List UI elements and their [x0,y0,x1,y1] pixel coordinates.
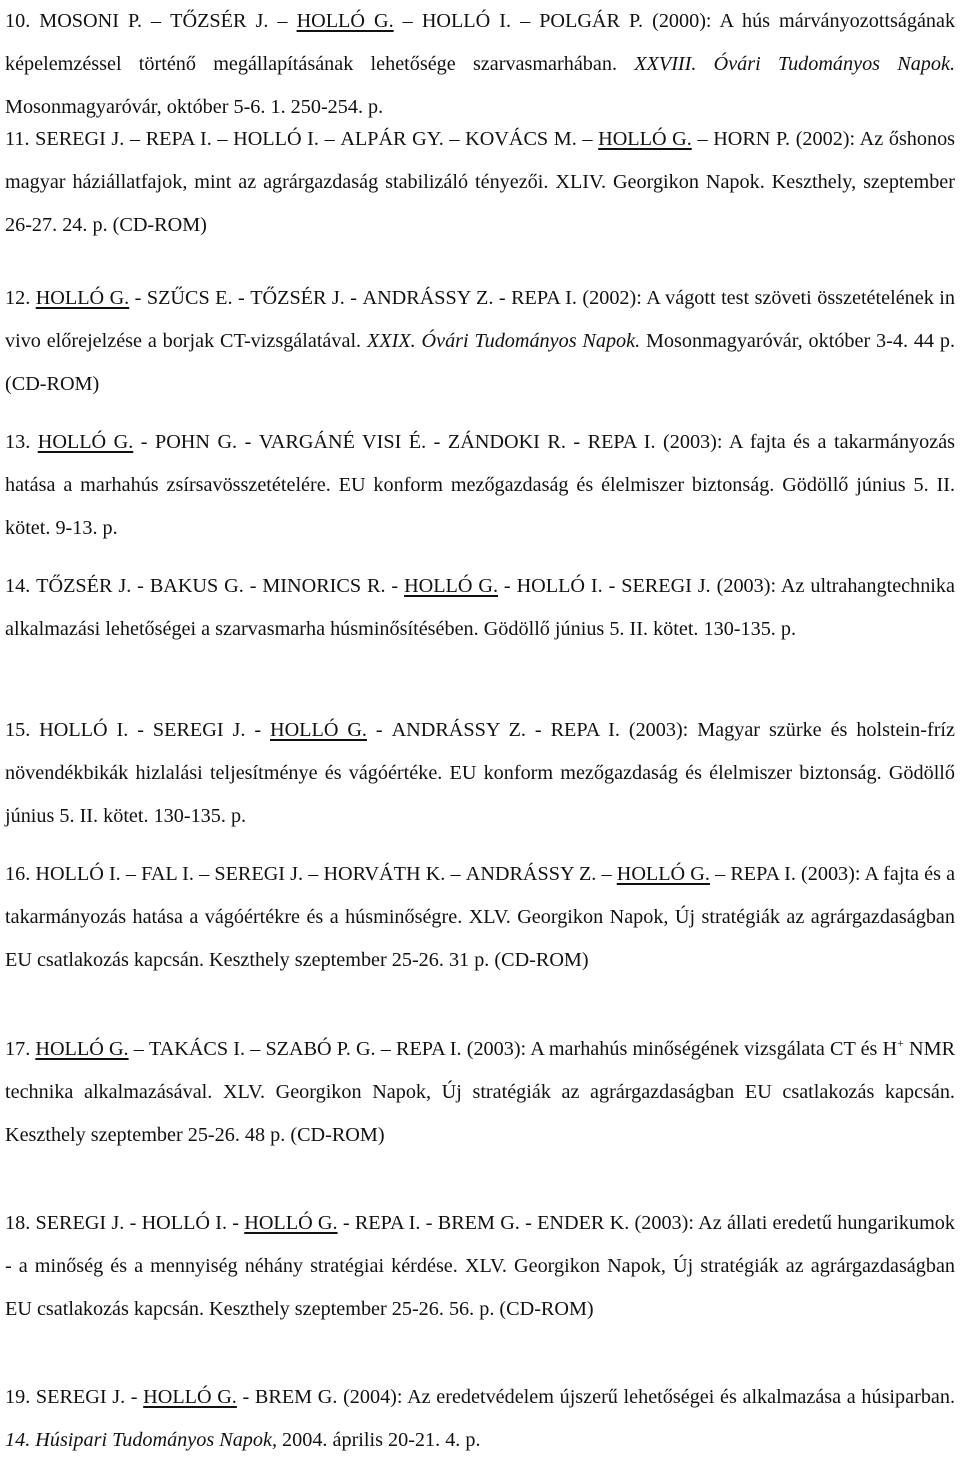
reference-title: A marhahús minőségének vizsgálata CT és H [530,1038,898,1060]
reference-item: 13. HOLLÓ G. - POHN G. - VARGÁNÉ VISI É. - ZÁNDOKI R. - REPA I. (2003): A fajta és a takarmányozás hatása a marhahús zsírsavösszetételére. EU konform mezőgazdaság és élelmiszer biztonság. Gödöllő június 5. II. kötet. 9-13. p. [5,431,956,540]
reference-venue: XXIX. Óvári Tudományos Napok. [366,330,641,353]
reference-details: EU konform mezőgazdaság és élelmiszer biztonság. Gödöllő június 5. II. kötet. 130-135. p. [5,762,956,828]
author-name: REPA I. [511,287,577,309]
author-name: POHN G. [155,431,238,453]
reference-year: (2002): [582,287,642,309]
reference-number: 12. [5,287,31,309]
reference-year: (2004): [343,1386,403,1408]
author-name: ENDER K. [537,1212,630,1234]
reference-title: A fajta és a takarmányozás hatása a vágóértékre és a húsminőségre. [5,863,956,929]
author-name: MOSONI P. [39,10,142,32]
reference-details: XLV. Georgikon Napok, Új stratégiák az agrárgazdaságban EU csatlakozás kapcsán. Keszthely szeptember 25-26. 56. p. (CD-ROM) [5,1255,956,1321]
reference-number: 19. [5,1386,31,1408]
reference-title: Magyar szürke és holstein-fríz növendékbikák hizlalási teljesítménye és vágóértéke. [5,719,955,785]
author-name: ZÁNDOKI R. [447,431,566,453]
author-name: TŐZSÉR J. [170,10,269,32]
reference-item: 15. HOLLÓ I. - SEREGI J. - HOLLÓ G. - ANDRÁSSY Z. - REPA I. (2003): Magyar szürke és holstein-fríz növendékbikák hizlalási teljesítménye és vágóértéke. EU konform mezőgazdaság és élelmiszer biztonság. Gödöllő június 5. II. kötet. 130-135. p. [5,719,956,828]
reference-title: A vágott test szöveti összetételének in vivo előrejelzése a borjak CT-vizsgálatával. [5,287,955,353]
reference-year: (2000): [652,10,712,32]
author-name: REPA I. [145,128,212,150]
author-name: REPA I. [587,431,656,453]
author-name: TAKÁCS I. [148,1038,246,1060]
author-name: HORVÁTH K. [323,863,446,885]
reference-item: 19. SEREGI J. - HOLLÓ G. - BREM G. (2004): Az eredetvédelem újszerű lehetőségei és alkalmazása a húsiparban. 14. Húsipari Tudományos Napok, 2004. április 20-21. 4. p. [5,1386,956,1452]
author-name: HOLLÓ I. [421,10,512,32]
reference-number: 17. [5,1038,31,1060]
reference-year: (2003): [716,575,777,597]
highlighted-author: HOLLÓ G. [616,863,710,885]
reference-details: XLV. Georgikon Napok, Új stratégiák az agrárgazdaságban EU csatlakozás kapcsán. Keszthely szeptember 25-26. 31 p. (CD-ROM) [5,906,955,972]
author-name: BREM G. [254,1386,338,1408]
author-name: HOLLÓ I. [516,575,603,597]
author-name: SZABÓ P. G. [265,1038,376,1060]
author-name: HORN P. [713,128,791,150]
author-name: ALPÁR GY. [340,128,444,150]
reference-title: NMR technika alkalmazásával. [5,1038,956,1104]
reference-details: XLV. Georgikon Napok, Új stratégiák az agrárgazdaságban EU csatlakozás kapcsán. Keszthely szeptember 25-26. 48 p. (CD-ROM) [5,1081,955,1147]
reference-item: 18. SEREGI J. - HOLLÓ I. - HOLLÓ G. - REPA I. - BREM G. - ENDER K. (2003): Az állati eredetű hungarikumok - a minőség és a mennyiség néhány stratégiai kérdése. XLV. Georgikon Napok, Új stratégiák az agrárgazdaságban EU csatlakozás kapcsán. Keszthely szeptember 25-26. 56. p. (CD-ROM) [5,1212,956,1321]
author-name: REPA I. [550,719,620,741]
author-name: VARGÁNÉ VISI É. [258,431,427,453]
highlighted-author: HOLLÓ G. [244,1212,338,1234]
author-name: ANDRÁSSY Z. [391,719,526,741]
reference-title: Az eredetvédelem újszerű lehetőségei és alkalmazása a húsiparban. [407,1386,956,1408]
reference-year: (2003): [628,719,689,741]
reference-details: Mosonmagyaróvár, október 5-6. 1. 250-254. p. [5,96,384,119]
author-name: TŐZSÉR J. [250,287,345,309]
reference-title: A hús márványozottságának képelemzéssel történő megállapításának lehetősége szarvasmarhában. [5,10,956,76]
author-name: BREM G. [437,1212,520,1234]
reference-title: Az ultrahangtechnika alkalmazási lehetőségei a szarvasmarha húsminősítésében. [5,575,955,641]
reference-item: 17. HOLLÓ G. – TAKÁCS I. – SZABÓ P. G. – REPA I. (2003): A marhahús minőségének vizsgálata CT és H+ NMR technika alkalmazásával. XLV. Georgikon Napok, Új stratégiák az agrárgazdaságban EU csatlakozás kapcsán. Keszthely szeptember 25-26. 48 p. (CD-ROM) [5,1036,956,1147]
author-name: REPA I. [354,1212,421,1234]
author-name: SEREGI J. [35,128,125,150]
author-name: FAL I. [141,863,194,885]
reference-venue: 14. Húsipari Tudományos Napok, [5,1429,277,1452]
reference-details: 2004. április 20-21. 4. p. [282,1429,481,1452]
author-name: BAKUS G. [149,575,244,597]
highlighted-author: HOLLÓ G. [35,1038,129,1060]
reference-number: 13. [5,431,31,453]
reference-number: 10. [5,10,31,32]
highlighted-author: HOLLÓ G. [296,10,394,32]
reference-venue: XXVIII. Óvári Tudományos Napok. [634,53,955,76]
reference-details: Gödöllő június 5. II. kötet. 130-135. p. [483,618,797,641]
author-name: TŐZSÉR J. [36,575,132,597]
author-name: SEREGI J. [35,1386,126,1408]
reference-title: Az őshonos magyar háziállatfajok, mint az agrárgazdaság stabilizáló tényezői. [5,128,956,194]
author-name: SEREGI J. [214,863,304,885]
reference-item: 14. TŐZSÉR J. - BAKUS G. - MINORICS R. - HOLLÓ G. - HOLLÓ I. - SEREGI J. (2003): Az ultrahangtechnika alkalmazási lehetőségei a szarvasmarha húsminősítésében. Gödöllő június 5. II. kötet. 130-135. p. [5,575,955,641]
author-name: MINORICS R. [262,575,386,597]
highlighted-author: HOLLÓ G. [598,128,692,150]
author-name: SEREGI J. [35,1212,125,1234]
author-name: ANDRÁSSY Z. [362,287,494,309]
reference-title: A fajta és a takarmányozás hatása a marhahús zsírsavösszetételére. [5,431,956,497]
author-name: REPA I. [730,863,796,885]
reference-number: 11. [5,128,30,150]
reference-year: (2003): [663,431,723,453]
author-name: POLGÁR P. [539,10,644,32]
highlighted-author: HOLLÓ G. [35,287,130,309]
author-name: HOLLÓ I. [39,719,129,741]
reference-item: 16. HOLLÓ I. – FAL I. – SEREGI J. – HORVÁTH K. – ANDRÁSSY Z. – HOLLÓ G. – REPA I. (2003): A fajta és a takarmányozás hatása a vágóértékre és a húsminőségre. XLV. Georgikon Napok, Új stratégiák az agrárgazdaságban EU csatlakozás kapcsán. Keszthely szeptember 25-26. 31 p. (CD-ROM) [5,863,956,972]
reference-number: 14. [5,575,31,597]
highlighted-author: HOLLÓ G. [37,431,134,453]
reference-year: (2003): [466,1038,527,1060]
reference-item: 11. SEREGI J. – REPA I. – HOLLÓ I. – ALPÁR GY. – KOVÁCS M. – HOLLÓ G. – HORN P. (2002): Az őshonos magyar háziállatfajok, mint az agrárgazdaság stabilizáló tényezői. XLIV. Georgikon Napok. Keszthely, szeptember 26-27. 24. p. (CD-ROM) [5,128,956,237]
author-name: KOVÁCS M. [465,128,577,150]
reference-item: 10. MOSONI P. – TŐZSÉR J. – HOLLÓ G. – HOLLÓ I. – POLGÁR P. (2000): A hús márványozottságának képelemzéssel történő megállapításának lehetősége szarvasmarhában. XXVIII. Óvári Tudományos Napok. Mosonmagyaróvár, október 5-6. 1. 250-254. p. [5,10,956,119]
reference-details: XLIV. Georgikon Napok. Keszthely, szeptember 26-27. 24. p. (CD-ROM) [5,171,955,237]
author-name: HOLLÓ I. [141,1212,228,1234]
superscript: + [897,1036,904,1050]
author-name: SZŰCS E. [146,287,233,309]
highlighted-author: HOLLÓ G. [143,1386,237,1408]
reference-item: 12. HOLLÓ G. - SZŰCS E. - TŐZSÉR J. - ANDRÁSSY Z. - REPA I. (2002): A vágott test szöveti összetételének in vivo előrejelzése a borjak CT-vizsgálatával. XXIX. Óvári Tudományos Napok. Mosonmagyaróvár, október 3-4. 44 p. (CD-ROM) [5,287,956,396]
author-name: SEREGI J. [621,575,711,597]
author-name: HOLLÓ I. [233,128,319,150]
reference-details: Mosonmagyaróvár, október 3-4. 44 p. (CD-ROM) [5,330,956,396]
reference-year: (2003): [634,1212,694,1234]
reference-year: (2003): [801,863,861,885]
reference-details: EU konform mezőgazdaság és élelmiszer biztonság. Gödöllő június 5. II. kötet. 9-13. p. [5,474,956,540]
reference-number: 16. [5,863,31,885]
author-name: SEREGI J. [152,719,246,741]
highlighted-author: HOLLÓ G. [270,719,367,741]
reference-number: 18. [5,1212,31,1234]
reference-year: (2002): [795,128,856,150]
author-name: REPA I. [396,1038,462,1060]
reference-number: 15. [5,719,31,741]
highlighted-author: HOLLÓ G. [404,575,499,597]
author-name: ANDRÁSSY Z. [465,863,597,885]
author-name: HOLLÓ I. [35,863,121,885]
reference-title: Az állati eredetű hungarikumok - a minőség és a mennyiség néhány stratégiai kérdése. [5,1212,955,1278]
